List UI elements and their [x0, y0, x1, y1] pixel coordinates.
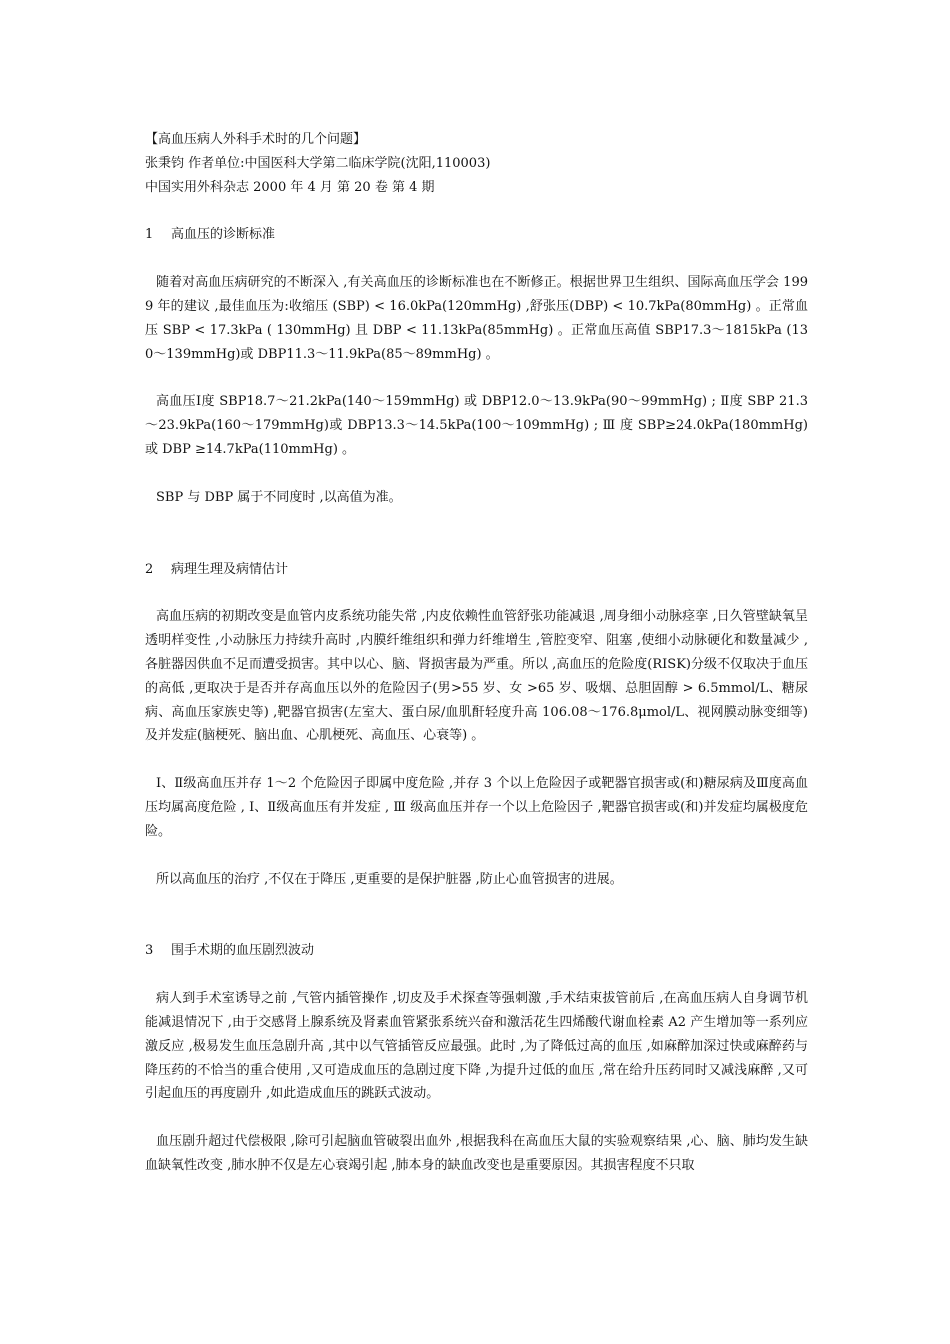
paragraph: 高血压病的初期改变是血管内皮系统功能失常 ,内皮依赖性血管舒张功能减退 ,周身细小动脉痉挛 ,日久管壁缺氧呈透明样变性 ,小动脉压力持续升高时 ,内膜纤维组织和弹力纤维增生 ,管腔变窄、阻塞 ,使细小动脉硬化和数量减少 ,各脏器因供血不足而遭受损害。其中以心、脑、肾损害最为严重。所以 ,高血压的危险度(RISK)分级不仅取决于血压的高低 ,更取决于是否并存高血压以外的危险因子(男>55 岁、女 >65 岁、吸烟、总胆固醇 > 6.5mmol/L、糖尿病、高血压家族史等) ,靶器官损害(左室大、蛋白尿/血肌酐轻度升高 106.08～176.8μmol/L、视网膜动脉变细等)及并发症(脑梗死、脑出血、心肌梗死、高血压、心衰等) 。	[145, 609, 808, 744]
section-heading	[145, 223, 808, 247]
paragraph: SBP 与 DBP 属于不同度时 ,以高值为准。	[156, 489, 402, 505]
spacer	[145, 247, 808, 271]
paragraph: 随着对高血压病研究的不断深入 ,有关高血压的诊断标准也在不断修正。根据世界卫生组织、国际高血压学会 1999 年的建议 ,最佳血压为:收缩压 (SBP) < 16.0kPa(120mmHg) ,舒张压(DBP) < 10.7kPa(80mmHg) 。正常血压 SBP < 17.3kPa ( 130mmHg) 且 DBP < 11.13kPa(85mmHg) 。正常血压高值 SBP17.3～1815kPa (130～139mmHg)或 DBP11.3～11.9kPa(85～89mmHg) 。	[145, 275, 808, 362]
spacer	[145, 366, 808, 390]
author-line: 张秉钧 作者单位:中国医科大学第二临床学院(沈阳,110003)	[145, 155, 491, 171]
spacer	[145, 510, 808, 558]
paragraph: 高血压Ⅰ度 SBP18.7～21.2kPa(140～159mmHg) 或 DBP12.0～13.9kPa(90～99mmHg) ; Ⅱ度 SBP 21.3～23.9kPa(160～179mmHg)或 DBP13.3～14.5kPa(100～109mmHg) ; Ⅲ 度 SBP≥24.0kPa(180mmHg)或 DBP ≥14.7kPa(110mmHg) 。	[145, 394, 808, 457]
spacer	[145, 462, 808, 486]
section-heading	[145, 939, 808, 963]
paragraph: 血压剧升超过代偿极限 ,除可引起脑血管破裂出血外 ,根据我科在高血压大鼠的实验观察结果 ,心、脑、肺均发生缺血缺氧性改变 ,肺水肿不仅是左心衰竭引起 ,肺本身的缺血改变也是重要原因。其损害程度不只取	[145, 1134, 808, 1173]
journal-line: 中国实用外科杂志 2000 年 4 月 第 20 卷 第 4 期	[145, 179, 435, 195]
spacer	[145, 581, 808, 605]
document-page	[145, 128, 808, 1178]
section-number: 2	[145, 561, 154, 577]
section-heading	[145, 558, 808, 582]
spacer	[145, 891, 808, 939]
spacer	[145, 963, 808, 987]
section-number: 1	[145, 227, 154, 243]
paragraph: 病人到手术室诱导之前 ,气管内插管操作 ,切皮及手术探查等强刺激 ,手术结束拔管前后 ,在高血压病人自身调节机能减退情况下 ,由于交感肾上腺系统及肾素血管紧张系统兴奋和激活花生四烯酸代谢血栓素 A2 产生增加等一系列应激反应 ,极易发生血压急剧升高 ,其中以气管插管反应最强。此时 ,为了降低过高的血压 ,如麻醉加深过快或麻醉药与降压药的不恰当的重合使用 ,又可造成血压的急剧过度下降 ,为提升过低的血压 ,常在给升压药同时又减浅麻醉 ,又可引起血压的再度剧升 ,如此造成血压的跳跃式波动。	[145, 991, 808, 1102]
doc-title: 【高血压病人外科手术时的几个问题】	[145, 132, 367, 147]
section-number: 3	[145, 943, 154, 959]
spacer	[145, 844, 808, 868]
spacer	[145, 748, 808, 772]
spacer	[145, 199, 808, 223]
section-title: 围手术期的血压剧烈波动	[171, 943, 315, 959]
section-title: 高血压的诊断标准	[171, 227, 276, 243]
paragraph: 所以高血压的治疗 ,不仅在于降压 ,更重要的是保护脏器 ,防止心血管损害的进展。	[156, 871, 623, 887]
section-title: 病理生理及病情估计	[171, 561, 289, 577]
paragraph: Ⅰ、Ⅱ级高血压并存 1～2 个危险因子即属中度危险 ,并存 3 个以上危险因子或靶器官损害或(和)糖尿病及Ⅲ度高血压均属高度危险 , Ⅰ、Ⅱ级高血压有并发症 , Ⅲ 级高血压并存一个以上危险因子 ,靶器官损害或(和)并发症均属极度危险。	[145, 776, 808, 839]
spacer	[145, 1106, 808, 1130]
